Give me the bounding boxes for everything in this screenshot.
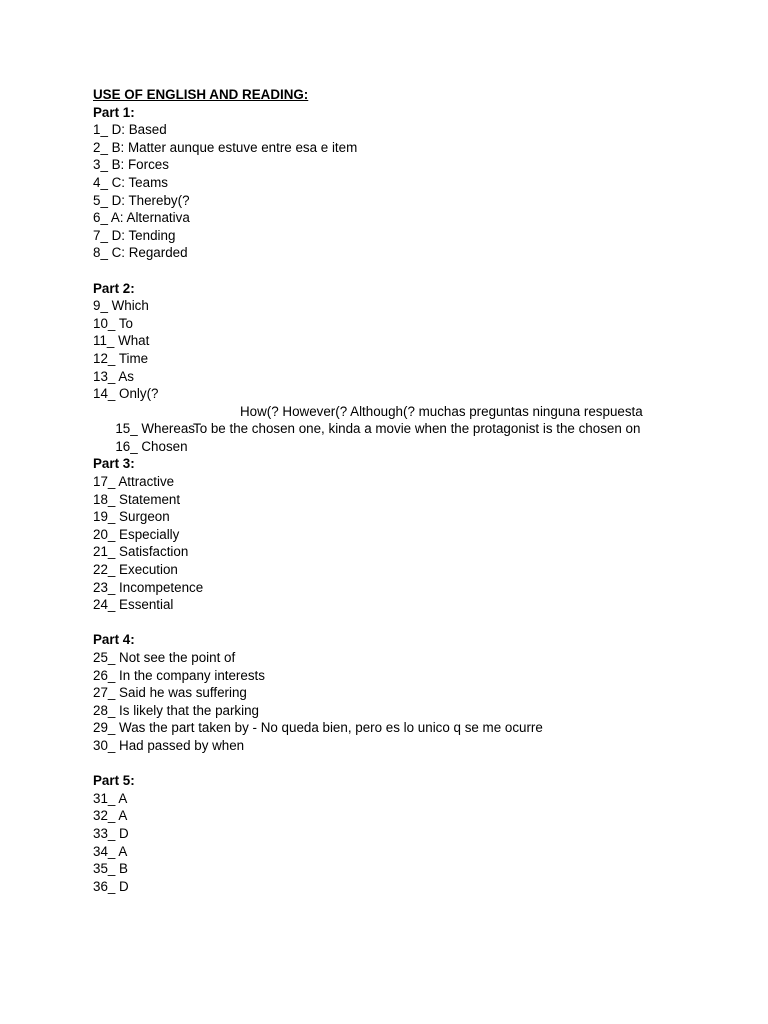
answer-25: 25_ Not see the point of [93, 650, 236, 665]
part-3-section [93, 455, 753, 613]
answer-34: 34_ A [93, 843, 128, 859]
answer-21: 21_ Satisfaction [93, 544, 189, 560]
spacer [93, 755, 753, 773]
answer-2: 2_ B: Matter aunque estuve entre esa e item [93, 139, 358, 155]
answer-19: 19_ Surgeon [93, 509, 170, 525]
answer-16: 16_ Chosen [115, 438, 188, 454]
answer-36: 36_ D [93, 878, 129, 894]
answer-7: 7_ D: Tending [93, 227, 176, 243]
answer-20: 20_ Especially [93, 526, 180, 542]
answer-22: 22_ Execution [93, 562, 178, 578]
answer-10: 10_ To [93, 315, 133, 331]
answer-13: 13_ As [93, 368, 134, 384]
part-5-heading: Part 5: [93, 773, 135, 789]
answer-31: 31_ A [93, 790, 128, 806]
answer-33: 33_ D [93, 825, 129, 841]
answer-6: 6_ A: Alternativa [93, 210, 190, 226]
answer-8: 8_ C: Regarded [93, 245, 188, 261]
answer-32: 32_ A [93, 808, 128, 824]
answer-12: 12_ Time [93, 350, 149, 366]
part-1-section [93, 104, 753, 262]
part-3-heading: Part 3: [93, 456, 135, 472]
answer-26: 26_ In the company interests [93, 667, 265, 683]
answer-23: 23_ Incompetence [93, 579, 204, 595]
document-page [93, 86, 753, 895]
answer-17: 17_ Attractive [93, 474, 175, 490]
spacer [93, 438, 753, 456]
part-2-heading: Part 2: [93, 280, 135, 296]
answer-1: 1_ D: Based [93, 122, 167, 138]
part-5-section [93, 772, 753, 895]
answer-15: 15_ Whereas [115, 421, 195, 437]
answer-14: 14_ Only(? [93, 386, 159, 402]
answer-3: 3_ B: Forces [93, 157, 169, 173]
answer-15-note: How(? However(? Although(? muchas preguntas ninguna respuesta [240, 403, 643, 419]
answer-5: 5_ D: Thereby(? [93, 192, 190, 208]
part-4-heading: Part 4: [93, 632, 135, 648]
answer-9: 9_ Which [93, 298, 149, 314]
answer-11: 11_ What [93, 333, 150, 349]
answer-row-16 [93, 420, 753, 454]
answer-16-note: To be the chosen one, kinda a movie when the protagonist is the chosen on [193, 421, 641, 437]
part-2-section [93, 280, 753, 454]
answer-24: 24_ Essential [93, 597, 174, 613]
answer-18: 18_ Statement [93, 491, 181, 507]
document-title: USE OF ENGLISH AND READING: [93, 87, 309, 102]
answer-30: 30_ Had passed by when [93, 737, 245, 753]
spacer [93, 262, 753, 280]
answer-35: 35_ B [93, 861, 128, 877]
spacer [93, 614, 753, 632]
answer-27: 27_ Said he was suffering [93, 685, 247, 701]
answer-4: 4_ C: Teams [93, 174, 168, 190]
part-4-section [93, 631, 753, 754]
answer-29: 29_ Was the part taken by - No queda bien, pero es lo unico q se me ocurre [93, 720, 543, 736]
answer-28: 28_ Is likely that the parking [93, 702, 259, 718]
part-1-heading: Part 1: [93, 104, 135, 120]
